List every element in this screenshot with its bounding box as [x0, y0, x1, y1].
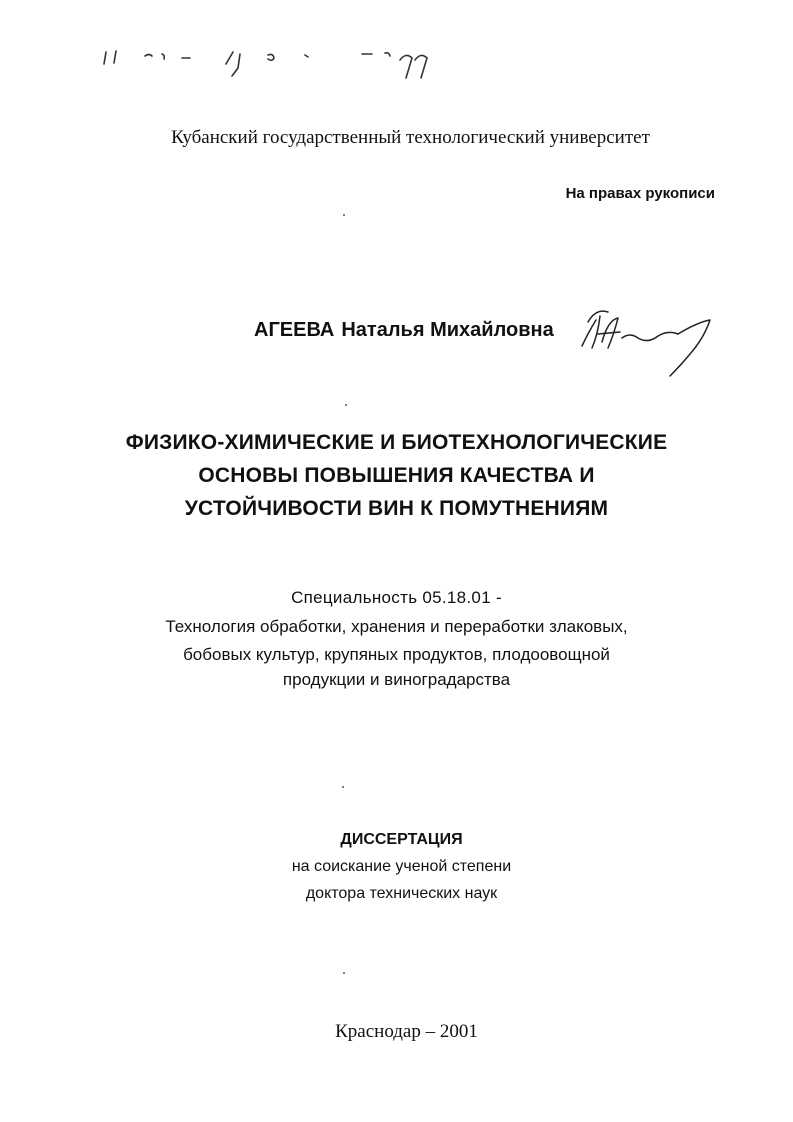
specialty-code: Специальность 05.18.01 - [291, 588, 502, 607]
stamp-mark [268, 54, 274, 60]
manuscript-rights-note: На правах рукописи [565, 185, 715, 202]
stamp-mark [104, 52, 106, 64]
stamp-mark [226, 52, 233, 64]
dissertation-title-line: ОСНОВЫ ПОВЫШЕНИЯ КАЧЕСТВА И [198, 464, 595, 487]
dissertation-title-line: ФИЗИКО-ХИМИЧЕСКИЕ И БИОТЕХНОЛОГИЧЕСКИЕ [125, 431, 668, 454]
stamp-mark [162, 54, 164, 59]
author-given-names: Наталья Михайловна [341, 319, 554, 341]
degree-line: доктора технических наук [305, 885, 498, 902]
document-type-heading: ДИССЕРТАЦИЯ [340, 831, 463, 848]
specialty-description-line: продукции и виноградарства [282, 670, 511, 689]
stamp-mark [305, 55, 308, 57]
scan-speck [343, 214, 345, 216]
university-name: Кубанский государственный технологический университет [171, 127, 650, 148]
handwritten-stamp [100, 42, 450, 82]
signature [578, 298, 718, 378]
scan-speck [342, 786, 344, 788]
city-and-year: Краснодар – 2001 [335, 1021, 478, 1042]
stamp-mark [232, 54, 240, 76]
stamp-mark [415, 55, 427, 78]
stamp-mark [400, 55, 412, 78]
scan-speck [343, 972, 345, 974]
scan-speck [345, 404, 347, 406]
dissertation-title-line: УСТОЙЧИВОСТИ ВИН К ПОМУТНЕНИЯМ [184, 497, 609, 520]
author-surname: АГЕЕВА [254, 319, 335, 341]
degree-line: на соискание ученой степени [291, 858, 512, 875]
author-name [254, 319, 554, 349]
stamp-mark [145, 55, 152, 57]
specialty-description-line: бобовых культур, крупяных продуктов, плодоовощной [183, 645, 610, 664]
stamp-mark [385, 53, 390, 56]
specialty-description-line: Технология обработки, хранения и переработки злаковых, [165, 617, 628, 636]
stamp-mark [114, 51, 116, 63]
